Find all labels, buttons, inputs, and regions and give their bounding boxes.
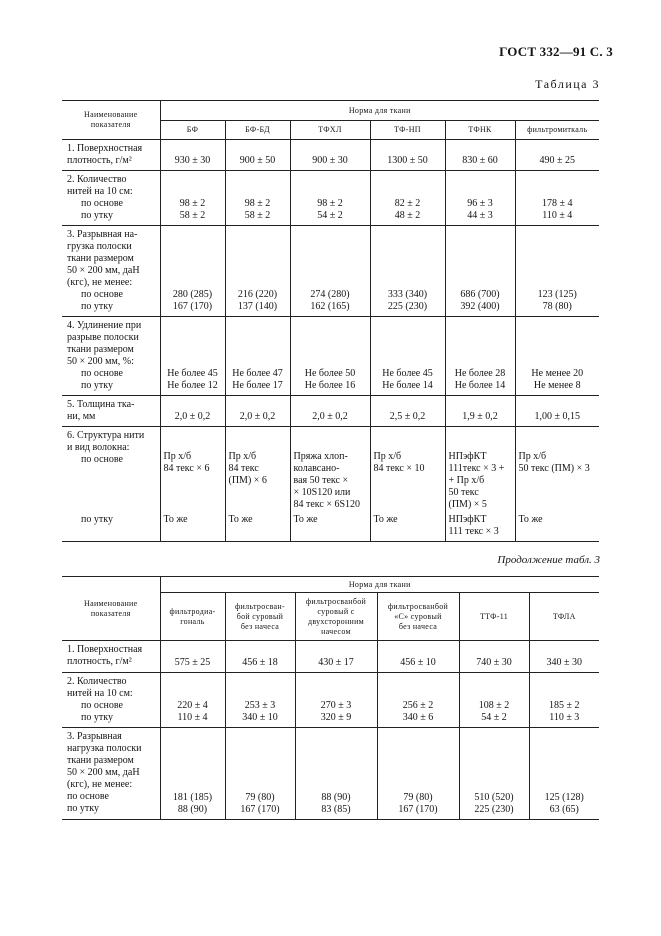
table-cell: 1300 ± 50 [370, 140, 445, 171]
table-cell: 430 ± 17 [295, 641, 377, 673]
column-header-fabric: фильтросванбой суровый с двухсторонним начесом [295, 593, 377, 641]
row-label: 1. Поверхностная плотность, г/м² [62, 140, 160, 171]
table-cell: 216 (220) 137 (140) [225, 226, 290, 317]
table-cell: 181 (185) 88 (90) [160, 728, 225, 820]
table-cell: Не более 28 Не более 14 [445, 317, 515, 396]
row-label: 5. Толщина тка- ни, мм [62, 396, 160, 427]
row-label: 6. Структура нити и вид волокна: по основе [62, 427, 160, 515]
table-row [62, 171, 599, 226]
table-cell: 185 ± 2 110 ± 3 [529, 673, 599, 728]
table-cell: 256 ± 2 340 ± 6 [377, 673, 459, 728]
continuation-title: Продолжение табл. 3 [497, 554, 600, 566]
table-cell: То же [370, 514, 445, 542]
table-cell: 82 ± 2 48 ± 2 [370, 171, 445, 226]
column-header-fabric: ТФ-НП [370, 121, 445, 140]
table-cell: То же [225, 514, 290, 542]
table-cell: 456 ± 10 [377, 641, 459, 673]
table-cell: Пр х/б 84 текс × 10 [370, 427, 445, 515]
table-cell: Пр х/б 84 текс (ПМ) × 6 [225, 427, 290, 515]
table-cell: 98 ± 2 58 ± 2 [225, 171, 290, 226]
row-label: 1. Поверхностная плотность, г/м² [62, 641, 160, 673]
table-cell: 490 ± 25 [515, 140, 599, 171]
table-cell: 2,0 ± 0,2 [290, 396, 370, 427]
table-cell: 270 ± 3 320 ± 9 [295, 673, 377, 728]
table-cell: 900 ± 50 [225, 140, 290, 171]
row-label: 3. Разрывная нагрузка полоски ткани размером 50 × 200 мм, даН (кгс), не менее: по основе по утку [62, 728, 160, 820]
column-header-name: Наименование показателя [62, 101, 160, 140]
table-cell: Не более 50 Не более 16 [290, 317, 370, 396]
table-cell: 280 (285) 167 (170) [160, 226, 225, 317]
table-cell: 253 ± 3 340 ± 10 [225, 673, 295, 728]
table-cell: Пряжа хлоп- колавсано- вая 50 текс × × 10S120 или 84 текс × 6S120 [290, 427, 370, 515]
table-cell: 220 ± 4 110 ± 4 [160, 673, 225, 728]
column-header-fabric: фильтродиа- гональ [160, 593, 225, 641]
table-title: Таблица 3 [535, 77, 600, 91]
table-cell: НПэфКТ 111 текс × 3 [445, 514, 515, 542]
table-cell: То же [290, 514, 370, 542]
table-cell: 333 (340) 225 (230) [370, 226, 445, 317]
table-cell: Пр х/б 84 текс × 6 [160, 427, 225, 515]
table-cell: 2,0 ± 0,2 [160, 396, 225, 427]
table-cell: 830 ± 60 [445, 140, 515, 171]
table-row [62, 673, 599, 728]
page-header-code: ГОСТ 332—91 С. 3 [499, 44, 613, 59]
table-cell: НПэфКТ 111текс × 3 + + Пр х/б 50 текс (ПМ) × 5 [445, 427, 515, 515]
table-row [62, 427, 599, 515]
table-cell: 575 ± 25 [160, 641, 225, 673]
column-header-fabric: фильтросван- бой суровый без начеса [225, 593, 295, 641]
table-row [62, 396, 599, 427]
row-label: 3. Разрывная на- грузка полоски ткани размером 50 × 200 мм, даН (кгс), не менее: по основе по утку [62, 226, 160, 317]
table-row [62, 140, 599, 171]
column-header-fabric: ТФНК [445, 121, 515, 140]
table-cell: Не более 45 Не более 14 [370, 317, 445, 396]
column-header-name: Наименование показателя [62, 577, 160, 641]
table-cell: 2,5 ± 0,2 [370, 396, 445, 427]
norm-header: Норма для ткани [160, 101, 599, 121]
column-header-fabric: ТФХЛ [290, 121, 370, 140]
table-cell: 510 (520) 225 (230) [459, 728, 529, 820]
table-row [62, 641, 599, 673]
table-3-part-2 [62, 576, 599, 820]
row-label: 2. Количество нитей на 10 см: по основе по утку [62, 171, 160, 226]
table-cell: 178 ± 4 110 ± 4 [515, 171, 599, 226]
row-label: 4. Удлинение при разрыве полоски ткани размером 50 × 200 мм, %: по основе по утку [62, 317, 160, 396]
table-cell: Не менее 20 Не менее 8 [515, 317, 599, 396]
table-cell: Не более 47 Не более 17 [225, 317, 290, 396]
table-row [62, 728, 599, 820]
table-cell: Пр х/б 50 текс (ПМ) × 3 [515, 427, 599, 515]
table-cell: 108 ± 2 54 ± 2 [459, 673, 529, 728]
table-cell: 98 ± 2 58 ± 2 [160, 171, 225, 226]
table-row [62, 514, 599, 542]
table-cell: 1,9 ± 0,2 [445, 396, 515, 427]
table-cell: Не более 45 Не более 12 [160, 317, 225, 396]
table-cell: 79 (80) 167 (170) [377, 728, 459, 820]
column-header-fabric: БФ-БД [225, 121, 290, 140]
table-row [62, 226, 599, 317]
table-cell: 930 ± 30 [160, 140, 225, 171]
table-cell: 2,0 ± 0,2 [225, 396, 290, 427]
table-cell: То же [515, 514, 599, 542]
table-cell: 340 ± 30 [529, 641, 599, 673]
table-cell: То же [160, 514, 225, 542]
table-cell: 274 (280) 162 (165) [290, 226, 370, 317]
table-cell: 125 (128) 63 (65) [529, 728, 599, 820]
table-cell: 98 ± 2 54 ± 2 [290, 171, 370, 226]
table-cell: 456 ± 18 [225, 641, 295, 673]
table-cell: 79 (80) 167 (170) [225, 728, 295, 820]
row-label: 2. Количество нитей на 10 см: по основе по утку [62, 673, 160, 728]
norm-header: Норма для ткани [160, 577, 599, 593]
column-header-fabric: ТФЛА [529, 593, 599, 641]
table-cell: 900 ± 30 [290, 140, 370, 171]
table-cell: 96 ± 3 44 ± 3 [445, 171, 515, 226]
row-label: по утку [62, 514, 160, 542]
table-3-part-1 [62, 100, 599, 542]
table-cell: 1,00 ± 0,15 [515, 396, 599, 427]
table-cell: 740 ± 30 [459, 641, 529, 673]
table-cell: 88 (90) 83 (85) [295, 728, 377, 820]
table-row [62, 317, 599, 396]
column-header-fabric: фильтромиткаль [515, 121, 599, 140]
table-cell: 686 (700) 392 (400) [445, 226, 515, 317]
column-header-fabric: ТТФ-11 [459, 593, 529, 641]
table-cell: 123 (125) 78 (80) [515, 226, 599, 317]
column-header-fabric: фильтросванбой «С» суровый без начеса [377, 593, 459, 641]
column-header-fabric: БФ [160, 121, 225, 140]
